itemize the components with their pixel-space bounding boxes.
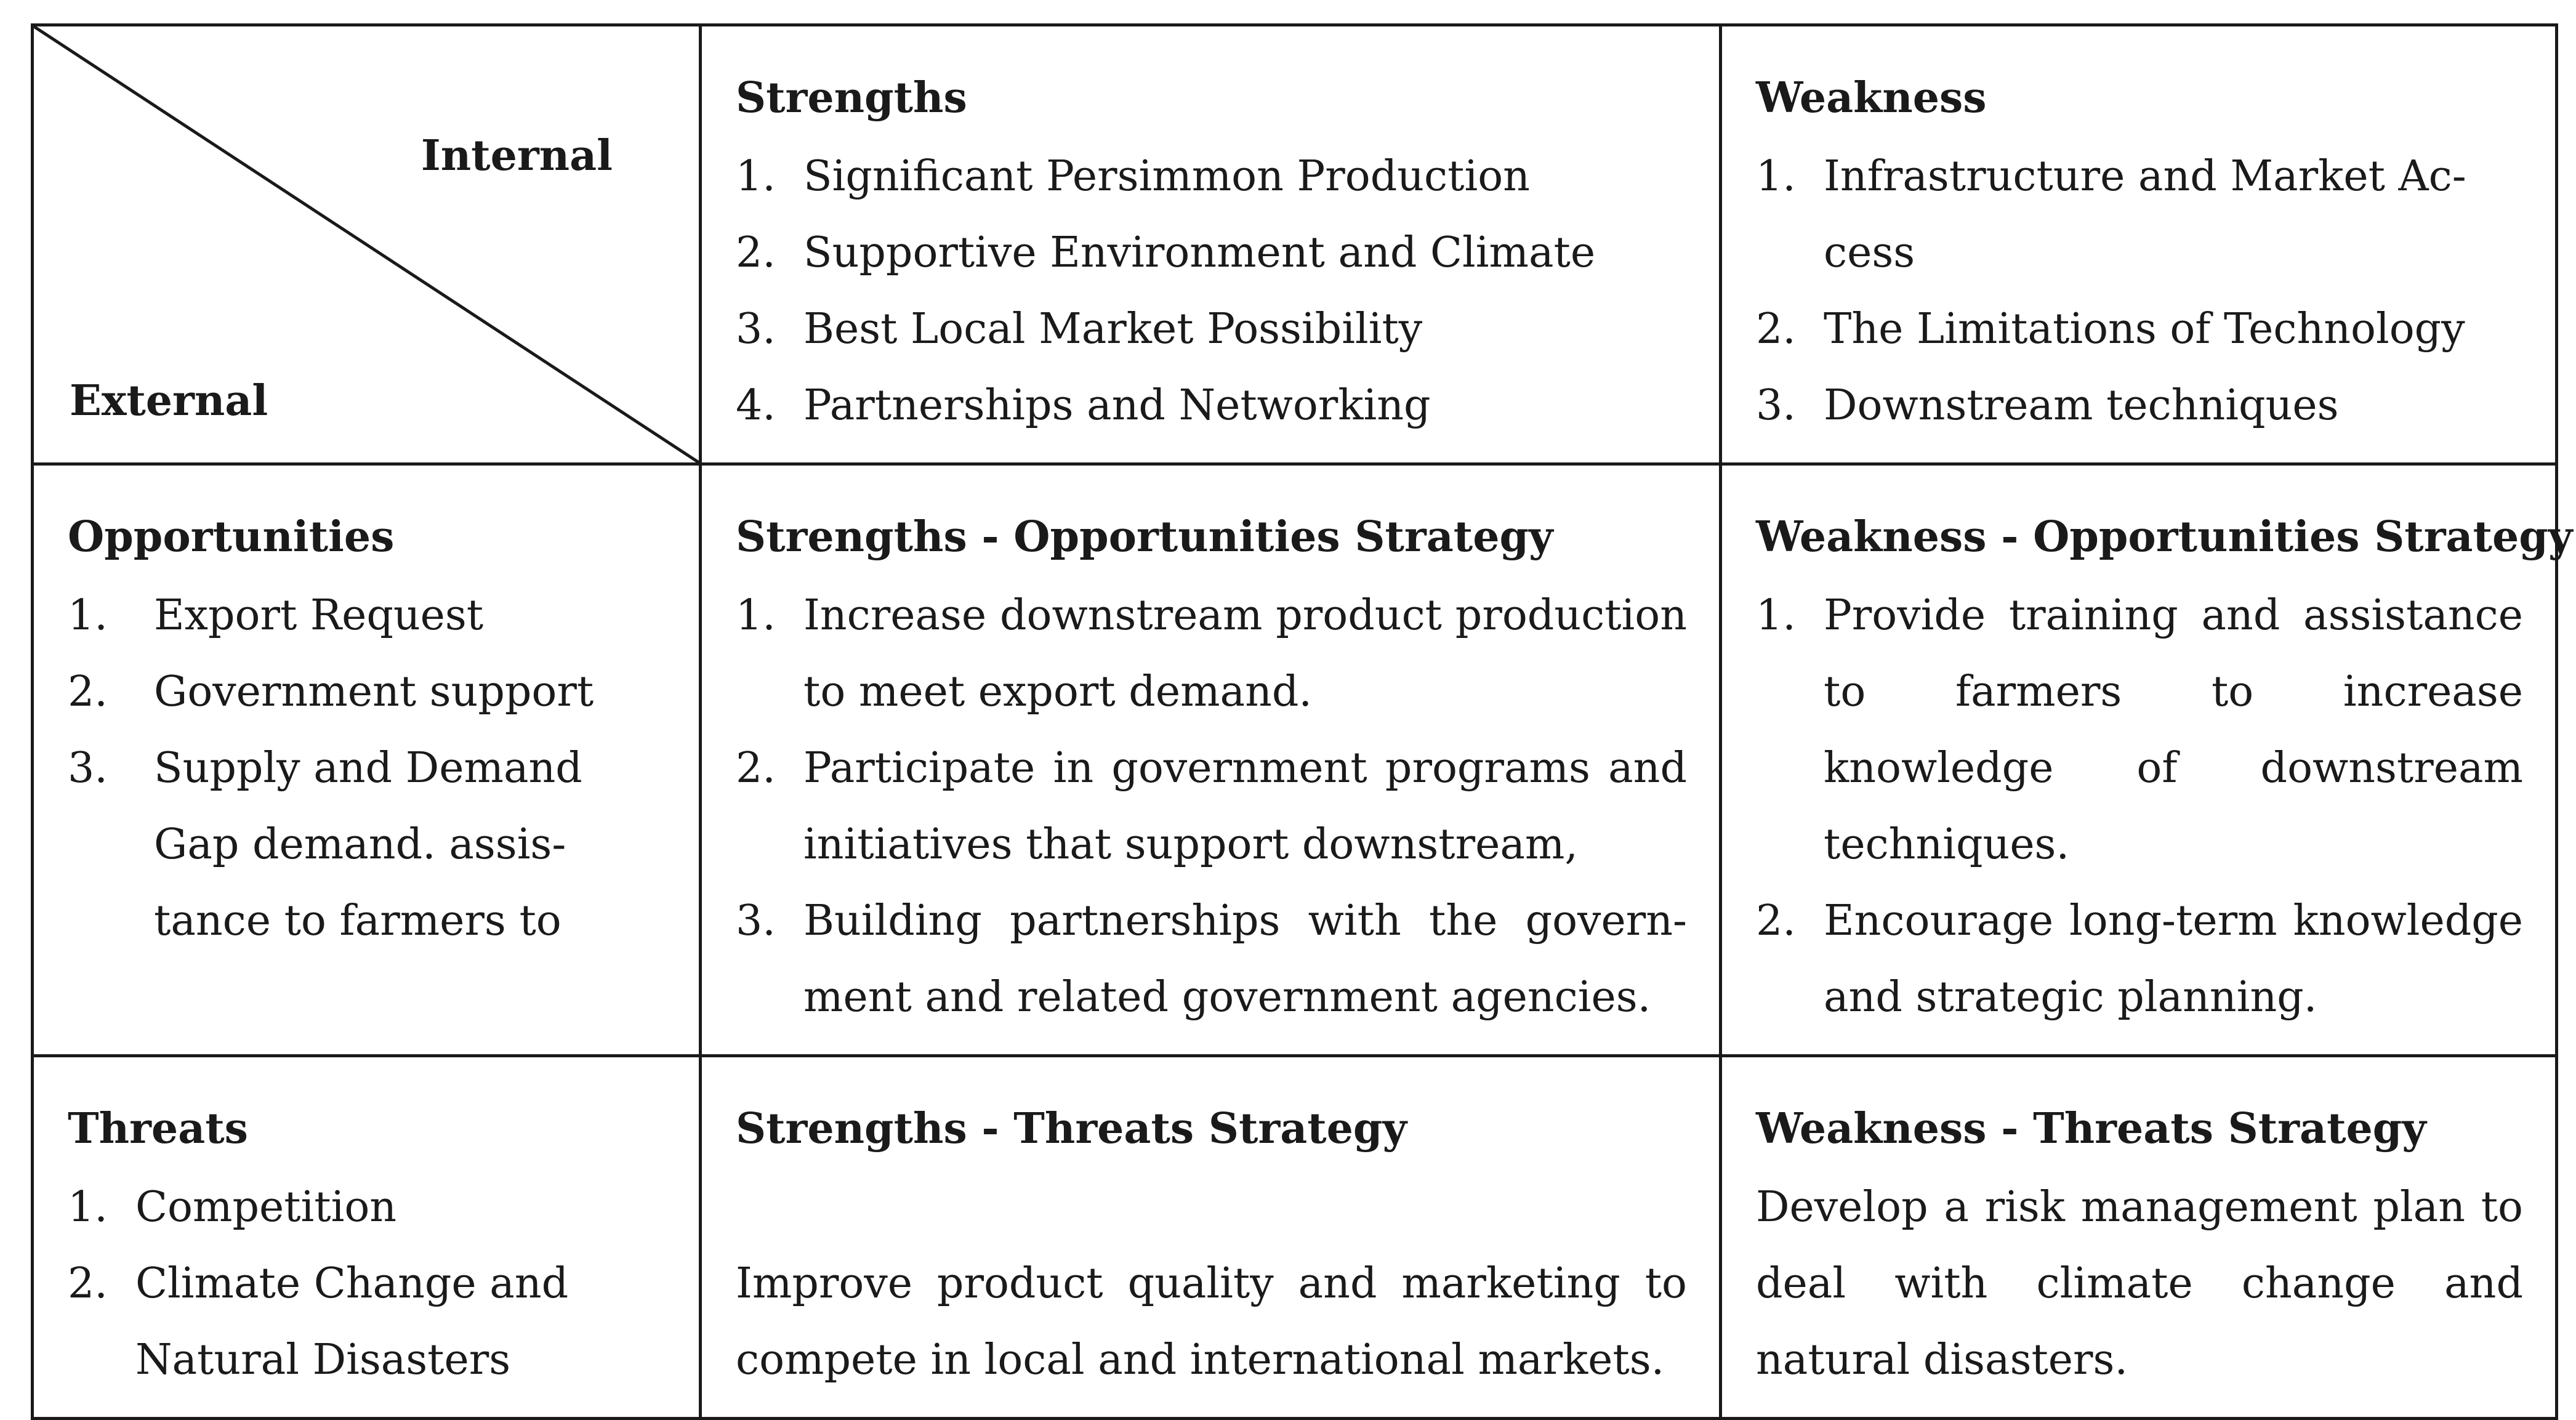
- weakness-list: [1756, 139, 2523, 444]
- item-text: Climate Change and Natural Disasters: [135, 1259, 569, 1384]
- st-strategy-cell: [701, 1056, 1721, 1419]
- list-item: [736, 883, 1687, 1036]
- item-number: 2.: [68, 1259, 108, 1308]
- item-number: 1.: [68, 1183, 108, 1232]
- opportunities-cell: [33, 464, 701, 1056]
- threats-cell: [33, 1056, 701, 1419]
- list-item: [68, 578, 667, 654]
- item-number: 3.: [736, 305, 776, 353]
- list-item: [1756, 139, 2523, 291]
- item-text: Building partnerships with the govern-ment and related government agencies.: [803, 897, 1687, 1022]
- threats-heading: Threats: [68, 1104, 248, 1153]
- item-number: 2.: [68, 668, 108, 716]
- list-item: [1756, 368, 2523, 444]
- list-item: [1756, 291, 2523, 368]
- item-text: Infrastructure and Market Ac-cess: [1824, 152, 2466, 277]
- external-label: External: [70, 376, 268, 426]
- list-item: [68, 1246, 667, 1398]
- strengths-cell: [701, 25, 1721, 464]
- list-item: [68, 654, 667, 730]
- so-strategy-list: [736, 578, 1687, 1036]
- st-strategy-text: Improve product quality and marketing to compete in local and international markets.: [736, 1259, 1687, 1384]
- weakness-cell: [1721, 25, 2557, 464]
- item-number: 3.: [1756, 381, 1796, 430]
- list-item: [1756, 578, 2523, 883]
- item-text: Competition: [135, 1183, 397, 1232]
- item-text: Significant Persimmon Production: [803, 152, 1530, 201]
- wt-strategy-text: Develop a risk management plan to deal with climate change and natural disasters.: [1756, 1183, 2523, 1384]
- list-item: [68, 730, 667, 959]
- strengths-heading: Strengths: [736, 73, 967, 123]
- corner-header-cell: [33, 25, 701, 464]
- item-number: 2.: [1756, 897, 1796, 945]
- item-text: Downstream techniques: [1824, 381, 2339, 430]
- item-number: 1.: [1756, 152, 1796, 201]
- list-item: [736, 730, 1687, 883]
- item-number: 1.: [736, 591, 776, 640]
- wt-strategy-cell: [1721, 1056, 2557, 1419]
- item-number: 2.: [1756, 305, 1796, 353]
- item-text: Export Request: [154, 591, 484, 640]
- strengths-list: [736, 139, 1687, 444]
- wo-strategy-cell: [1721, 464, 2573, 1056]
- weakness-heading: Weakness: [1756, 73, 1987, 123]
- list-item: [1756, 883, 2523, 1036]
- item-number: 2.: [736, 228, 776, 277]
- item-number: 1.: [736, 152, 776, 201]
- opportunities-heading: Opportunities: [68, 512, 395, 562]
- opportunities-list: [68, 578, 667, 959]
- item-text: Supply and Demand Gap demand. assis-tance to farmers to: [154, 744, 582, 945]
- list-item: [736, 368, 1687, 444]
- so-strategy-cell: [701, 464, 1721, 1056]
- list-item: [736, 215, 1687, 291]
- item-text: Government support: [154, 668, 594, 716]
- internal-label: Internal: [421, 131, 613, 180]
- item-number: 3.: [736, 897, 776, 945]
- wo-strategy-list: [1756, 578, 2523, 1036]
- threats-list: [68, 1169, 667, 1398]
- item-text: Partnerships and Networking: [803, 381, 1431, 430]
- wt-strategy-heading: Weakness - Threats Strategy: [1756, 1104, 2426, 1153]
- item-number: 1.: [68, 591, 108, 640]
- item-text: The Limitations of Technology: [1824, 305, 2465, 353]
- swot-matrix: [31, 23, 2573, 1420]
- item-text: Participate in government programs and initiatives that support downstream,: [803, 744, 1687, 869]
- wo-strategy-heading: Weakness - Opportunities Strategy: [1756, 512, 2573, 562]
- list-item: [68, 1169, 667, 1246]
- item-text: Increase downstream product production to meet export demand.: [803, 591, 1687, 716]
- item-text: Supportive Environment and Climate: [803, 228, 1596, 277]
- list-item: [736, 291, 1687, 368]
- item-text: Best Local Market Possibility: [803, 305, 1423, 353]
- item-number: 1.: [1756, 591, 1796, 640]
- st-strategy-heading: Strengths - Threats Strategy: [736, 1104, 1407, 1153]
- item-text: Provide training and assistance to farmers to increase knowledge of downstream techniques.: [1824, 591, 2523, 869]
- item-number: 3.: [68, 744, 108, 793]
- list-item: [736, 578, 1687, 730]
- item-number: 4.: [736, 381, 776, 430]
- list-item: [736, 139, 1687, 215]
- so-strategy-heading: Strengths - Opportunities Strategy: [736, 512, 1553, 562]
- item-text: Encourage long-term knowledge and strategic planning.: [1824, 897, 2523, 1022]
- item-number: 2.: [736, 744, 776, 793]
